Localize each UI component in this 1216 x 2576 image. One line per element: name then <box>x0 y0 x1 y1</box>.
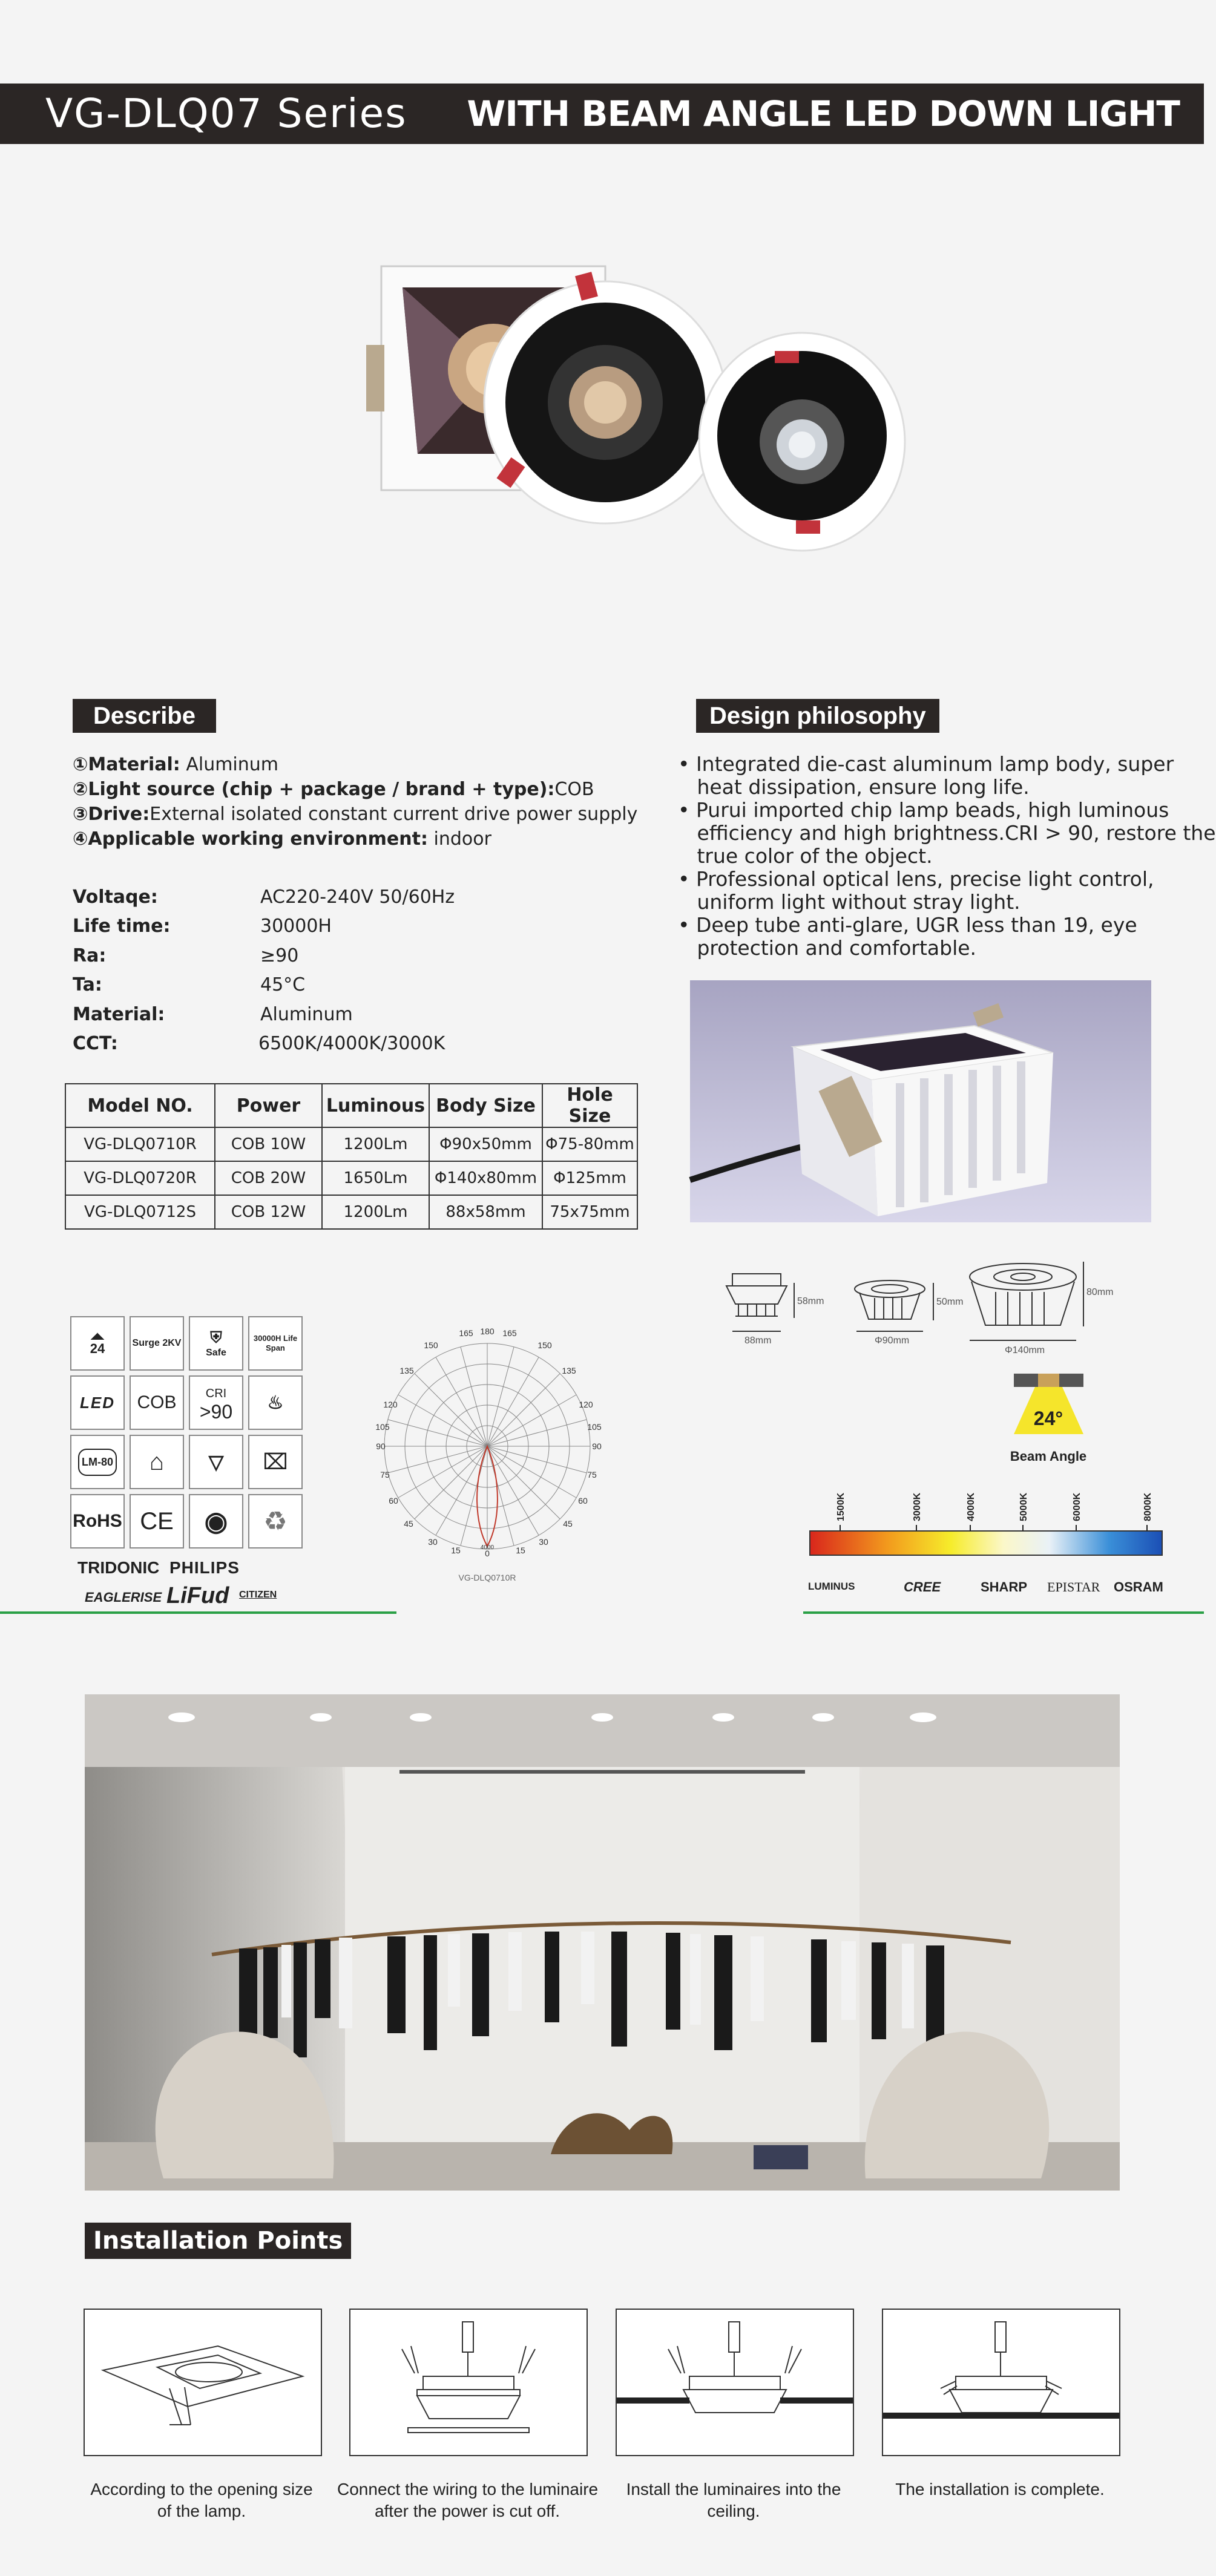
col-luminous: Luminous <box>322 1084 429 1127</box>
polar-tick: 90 <box>592 1441 602 1451</box>
table-row <box>65 1195 637 1229</box>
spec-label-material: Material: <box>73 1004 165 1025</box>
install-step-1-caption: According to the opening size of the lamp. <box>90 2480 313 2520</box>
install-step-3-illustration <box>616 2309 854 2456</box>
cell: 1650Lm <box>322 1161 429 1195</box>
beam-angle-caption: Beam Angle <box>1010 1449 1087 1464</box>
cob-icon <box>130 1375 184 1430</box>
cell: 1200Lm <box>322 1195 429 1229</box>
cell: Φ125mm <box>542 1161 637 1195</box>
describe-line-light-source <box>73 777 637 802</box>
polar-tick: 135 <box>399 1366 414 1375</box>
dim-1-height: 58mm <box>797 1296 824 1306</box>
product-photo-square <box>690 980 1151 1222</box>
dim-3-width: Φ140mm <box>1005 1345 1045 1355</box>
philips-logo: PHILIPS <box>169 1558 240 1577</box>
lifespan-label: 30000H Life Span <box>253 1334 298 1352</box>
polar-light-distribution-diagram <box>375 1319 605 1585</box>
spec-label-voltage: Voltaqe: <box>73 887 158 908</box>
ce-label: CE <box>140 1507 174 1535</box>
polar-tick: 135 <box>562 1366 576 1375</box>
osram-logo: OSRAM <box>1114 1579 1163 1594</box>
polar-tick: 90 <box>376 1441 386 1451</box>
cell: Φ140x80mm <box>429 1161 542 1195</box>
weee-bin-icon: ⌧ <box>248 1435 303 1489</box>
cell: COB 20W <box>215 1161 322 1195</box>
polar-tick: 15 <box>516 1545 525 1555</box>
surge-protection-icon <box>130 1316 184 1371</box>
product-hero-image <box>339 254 920 569</box>
cri-value: >90 <box>199 1401 233 1423</box>
polar-tick: 15 <box>451 1545 461 1555</box>
polar-tick: 165 <box>502 1328 517 1338</box>
polar-tick: 75 <box>380 1470 390 1480</box>
dim-2-height: 50mm <box>936 1297 964 1307</box>
showroom-application-photo <box>85 1694 1120 2191</box>
spec-label-lifetime: Life time: <box>73 916 171 937</box>
install-step-4-caption: The installation is complete. <box>895 2480 1105 2499</box>
beam-angle-value: 24 <box>90 1340 105 1356</box>
polar-tick: 105 <box>587 1422 602 1432</box>
round-downlight-small-illustration <box>699 333 905 551</box>
cct-tick: 6000K <box>1072 1492 1082 1521</box>
safe-icon: ⛨ Safe <box>189 1316 243 1371</box>
cell: VG-DLQ0710R <box>65 1127 215 1161</box>
polar-tick: 105 <box>375 1422 390 1432</box>
table-row <box>65 1127 637 1161</box>
cell: COB 10W <box>215 1127 322 1161</box>
polar-tick: 60 <box>389 1496 398 1506</box>
spec-value-cct: 6500K/4000K/3000K <box>258 1033 445 1054</box>
describe-value: Aluminum <box>180 754 279 775</box>
describe-line-material <box>73 752 637 777</box>
led-icon <box>70 1375 125 1430</box>
cree-logo: CREE <box>904 1579 941 1594</box>
surge-label: Surge 2KV <box>132 1338 182 1348</box>
recycle-icon: ♻ <box>248 1494 303 1549</box>
spec-label-cct: CCT: <box>73 1033 118 1054</box>
polar-tick: 120 <box>579 1400 593 1409</box>
dim-1-width: 88mm <box>744 1336 772 1346</box>
polar-small-value: 4000 <box>480 1544 495 1551</box>
install-step-3-caption: Install the luminaires into the ceiling. <box>626 2480 841 2520</box>
epistar-logo: EPISTAR <box>1047 1579 1100 1594</box>
describe-label: Describe <box>73 699 216 733</box>
rohs-label: RoHS <box>73 1511 122 1531</box>
col-power: Power <box>215 1084 322 1127</box>
green-dot-icon: ◉ <box>189 1494 243 1549</box>
describe-value: indoor <box>427 828 491 850</box>
cct-tick: 1500K <box>836 1492 846 1521</box>
table-row <box>65 1161 637 1195</box>
polar-tick: 45 <box>563 1519 573 1529</box>
spec-value-ra: ≥90 <box>260 945 299 966</box>
polar-tick: 180 <box>480 1326 495 1336</box>
spec-value-lifetime: 30000H <box>260 916 332 937</box>
cell: Φ75-80mm <box>542 1127 637 1161</box>
chip-brand-row <box>808 1579 1171 1598</box>
install-step-1-illustration <box>84 2309 322 2456</box>
citizen-logo: CITIZEN <box>239 1590 277 1600</box>
cell: COB 12W <box>215 1195 322 1229</box>
cell: 75x75mm <box>542 1195 637 1229</box>
cell: 1200Lm <box>322 1127 429 1161</box>
design-philosophy-label: Design philosophy <box>696 699 939 733</box>
cell: 88x58mm <box>429 1195 542 1229</box>
polar-tick: 45 <box>404 1519 413 1529</box>
describe-value: COB <box>554 779 594 800</box>
header-bar <box>0 84 1204 144</box>
polar-tick: 30 <box>428 1537 438 1547</box>
polar-tick: 60 <box>578 1496 588 1506</box>
beam-angle-badge <box>1011 1374 1089 1470</box>
f-mark-icon: ▽ <box>189 1435 243 1489</box>
polar-tick: 150 <box>537 1340 552 1350</box>
polar-caption: VG-DLQ0710R <box>458 1573 516 1582</box>
model-table <box>65 1083 638 1230</box>
polar-tick: 165 <box>459 1328 473 1338</box>
lifud-logo: LiFud <box>166 1583 229 1608</box>
cct-tick: 3000K <box>912 1492 922 1521</box>
polar-tick: 150 <box>424 1340 438 1350</box>
beam-angle-icon: ◢◣ 24 <box>70 1316 125 1371</box>
col-body-size: Body Size <box>429 1084 542 1127</box>
polar-tick: 0 <box>485 1549 490 1558</box>
divider-left <box>0 1611 396 1614</box>
safe-label: Safe <box>206 1348 226 1358</box>
polar-tick: 120 <box>383 1400 398 1409</box>
spec-value-ta: 45°C <box>260 974 306 995</box>
polar-tick: 30 <box>539 1537 548 1547</box>
heat-sink-icon: ♨ <box>248 1375 303 1430</box>
design-bullet: • Purui imported chip lamp beads, high luminous efficiency and high brightness.CRI > 90, restore the true color of the object. <box>678 798 1216 868</box>
lm80-icon <box>70 1435 125 1489</box>
series-title: VG-DLQ07 Series <box>45 90 407 137</box>
design-bullet: • Professional optical lens, precise light control, uniform light without stray light. <box>678 867 1154 914</box>
tridonic-logo: TRIDONIC <box>77 1558 160 1577</box>
cct-tick: 8000K <box>1143 1492 1153 1521</box>
design-bullet: • Integrated die-cast aluminum lamp body, super heat dissipation, ensure long life. <box>678 752 1174 799</box>
spec-value-material: Aluminum <box>260 1004 353 1025</box>
describe-key: ②Light source (chip + package / brand + type): <box>73 779 555 800</box>
cri-icon <box>189 1375 243 1430</box>
polar-tick: 75 <box>587 1470 597 1480</box>
ce-icon <box>130 1494 184 1549</box>
cell: VG-DLQ0712S <box>65 1195 215 1229</box>
design-bullets <box>678 752 1216 960</box>
describe-key: ③Drive: <box>73 804 150 825</box>
describe-key: ①Material: <box>73 754 180 775</box>
spec-value-voltage: AC220-240V 50/60Hz <box>260 887 455 908</box>
sharp-logo: SHARP <box>981 1579 1028 1594</box>
led-label: LED <box>80 1393 115 1412</box>
beam-angle-text: 24° <box>1033 1408 1063 1429</box>
describe-line-environment <box>73 827 637 851</box>
design-bullet: • Deep tube anti-glare, UGR less than 19, eye protection and comfortable. <box>678 913 1137 960</box>
dim-2-width: Φ90mm <box>875 1336 910 1346</box>
cob-label: COB <box>137 1392 177 1412</box>
divider-right <box>803 1611 1204 1614</box>
install-step-2-caption: Connect the wiring to the luminaire after the power is cut off. <box>337 2480 599 2520</box>
col-model: Model NO. <box>65 1084 215 1127</box>
product-tagline: WITH BEAM ANGLE LED DOWN LIGHT <box>467 93 1180 134</box>
col-hole-size: Hole Size <box>542 1084 637 1127</box>
installation-points-label: Installation Points <box>85 2223 351 2259</box>
install-step-2-illustration <box>349 2309 588 2456</box>
table-header-row <box>65 1084 637 1127</box>
spec-label-ra: Ra: <box>73 945 107 966</box>
eaglerise-logo: EAGLERISE <box>85 1590 162 1605</box>
lifespan-icon <box>248 1316 303 1371</box>
cct-tick: 4000K <box>966 1492 976 1521</box>
cri-label: CRI <box>205 1387 227 1400</box>
cell: VG-DLQ0720R <box>65 1161 215 1195</box>
dim-3-height: 80mm <box>1086 1287 1114 1297</box>
describe-list <box>73 752 637 851</box>
indoor-house-icon: ⌂ <box>130 1435 184 1489</box>
dimension-drawings <box>720 1253 1114 1362</box>
luminus-logo: LUMINUS <box>808 1581 855 1592</box>
cct-tick: 5000K <box>1019 1492 1029 1521</box>
describe-key: ④Applicable working environment: <box>73 828 428 850</box>
install-step-4-illustration <box>882 2309 1120 2456</box>
lm80-label: LM-80 <box>78 1449 117 1476</box>
describe-value: External isolated constant current drive power supply <box>150 804 638 825</box>
cell: Φ90x50mm <box>429 1127 542 1161</box>
spec-label-ta: Ta: <box>73 974 102 995</box>
cct-color-scale <box>805 1483 1168 1561</box>
rohs-icon <box>70 1494 125 1549</box>
describe-line-drive <box>73 802 637 827</box>
